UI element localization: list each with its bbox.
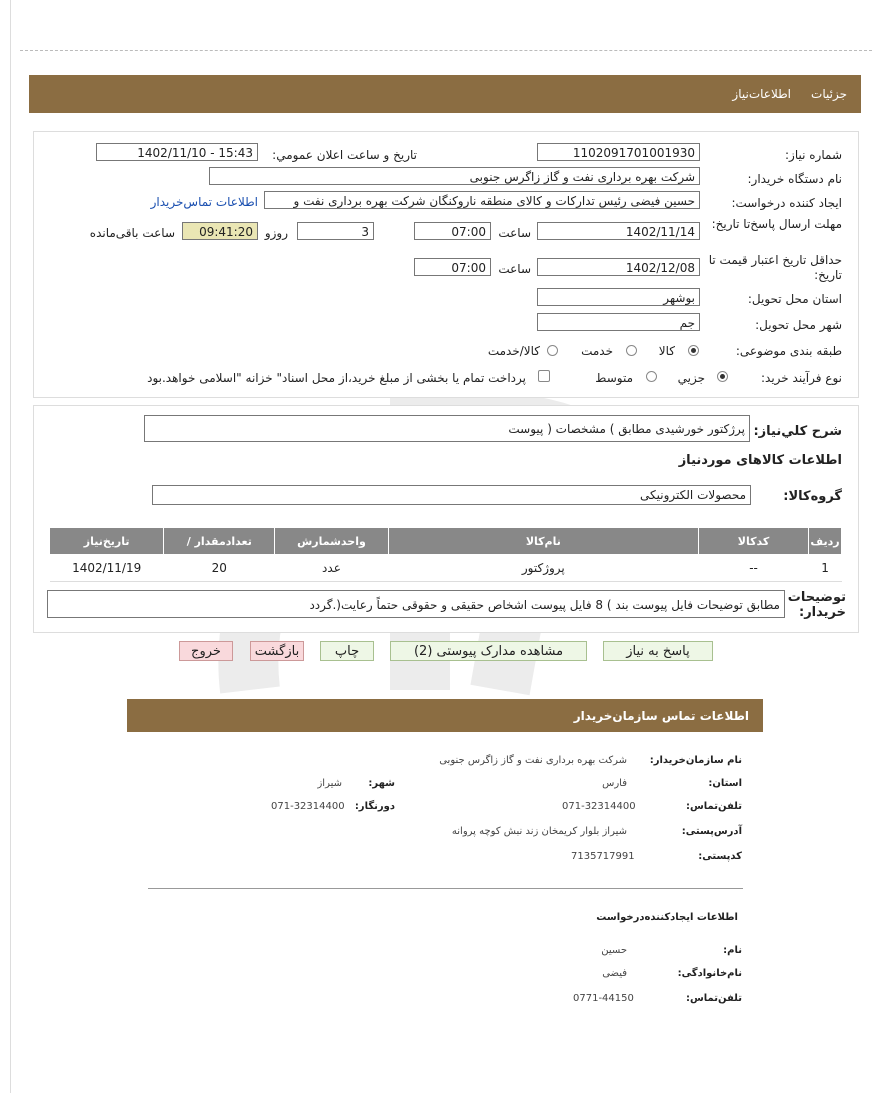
remaining-label: ساعت باقی‌مانده bbox=[89, 226, 175, 240]
goods-group-label: گروه‌کالا: bbox=[783, 489, 842, 504]
details-header-bar bbox=[29, 75, 861, 113]
col-qty-header: تعدادمقدار / bbox=[164, 528, 275, 555]
validity-label: حداقل تاريخ اعتبار قیمت تا تاریخ: bbox=[708, 253, 842, 282]
description-field: پرژکتور خورشیدی مطابق ) مشخصات ( پیوست bbox=[144, 415, 750, 442]
cell-date: 1402/11/19 bbox=[50, 555, 164, 582]
col-row-header: رديف bbox=[809, 528, 842, 555]
contact-address-value: شیراز بلوار کریمخان زند نبش کوچه پروانه bbox=[451, 826, 627, 837]
radio-goods-service[interactable] bbox=[547, 345, 558, 356]
goods-table bbox=[49, 527, 842, 582]
cell-name: پروژکتور bbox=[388, 555, 698, 582]
radio-goods-label: کالا bbox=[658, 344, 675, 358]
buyer-notes-label: توضيحات خريدار: bbox=[787, 590, 846, 620]
city-label: شهر محل تحويل: bbox=[755, 318, 842, 332]
days-label: روزو bbox=[264, 226, 288, 240]
col-unit-header: واحدشمارش bbox=[275, 528, 388, 555]
top-divider bbox=[20, 50, 872, 51]
radio-goods-service-label: کالا/خدمت bbox=[487, 344, 540, 358]
payment-note: پرداخت تمام یا بخشی از مبلغ خرید،از محل اسناد" خزانه "اسلامی خواهد.بود bbox=[147, 371, 526, 385]
creator-phone-value: 0771-44150 bbox=[573, 993, 634, 1004]
contact-fax-label: دورنگار: bbox=[354, 801, 395, 812]
creator-phone-label: تلفن‌تماس: bbox=[685, 993, 742, 1004]
col-code-header: كدكالا bbox=[699, 528, 809, 555]
print-button[interactable]: چاپ bbox=[320, 641, 374, 661]
goods-group-field: محصولات الکترونیکی bbox=[152, 485, 751, 505]
col-name-header: نام‌كالا bbox=[388, 528, 698, 555]
contact-phone-label: تلفن‌تماس: bbox=[685, 801, 742, 812]
col-date-header: تاريخ‌نياز bbox=[50, 528, 164, 555]
validity-time-label: ساعت bbox=[498, 262, 531, 276]
contact-header-bar bbox=[127, 699, 763, 732]
org-value: شرکت بهره برداری نفت و گاز زاگرس جنوبی bbox=[439, 755, 627, 766]
exit-button[interactable]: خروج bbox=[179, 641, 233, 661]
contact-bar-title: اطلاعات تماس سازمان‌خريدار bbox=[573, 709, 749, 723]
goods-table-header bbox=[50, 528, 842, 555]
need-number-label: شماره نیاز: bbox=[785, 148, 842, 162]
creator-name-label: نام: bbox=[723, 945, 742, 956]
deadline-date-field: 1402/11/14 bbox=[537, 222, 700, 240]
deadline-time-field: 07:00 bbox=[414, 222, 491, 240]
contact-postal-value: 7135717991 bbox=[571, 851, 635, 862]
buyer-label: نام دستگاه خريدار: bbox=[747, 172, 842, 186]
back-button[interactable]: بازگشت bbox=[250, 641, 304, 661]
city-field: جم bbox=[537, 313, 700, 331]
buyer-contact-link[interactable]: اطلاعات تماس‌خريدار bbox=[150, 195, 258, 209]
contact-divider bbox=[148, 888, 743, 889]
left-rule bbox=[10, 0, 11, 1093]
contact-province-label: استان: bbox=[708, 778, 742, 789]
buyer-field: شرکت بهره برداری نفت و گاز زاگرس جنوبی bbox=[209, 167, 700, 185]
radio-partial-label: جزيي bbox=[677, 371, 705, 385]
cell-unit: عدد bbox=[275, 555, 388, 582]
contact-city-value: شیراز bbox=[317, 778, 342, 789]
announce-field: 1402/11/10 - 15:43 bbox=[96, 143, 258, 161]
deadline-label: مهلت ارسال پاسخ‌تا تاریخ: bbox=[711, 217, 842, 231]
treasury-checkbox[interactable] bbox=[538, 370, 550, 382]
validity-time-field: 07:00 bbox=[414, 258, 491, 276]
contact-address-label: آدرس‌پستی: bbox=[681, 826, 742, 837]
province-field: بوشهر bbox=[537, 288, 700, 306]
reply-button[interactable]: پاسخ به نياز bbox=[603, 641, 713, 661]
description-label: شرح كلي‌نياز: bbox=[753, 424, 842, 439]
radio-goods[interactable] bbox=[688, 345, 699, 356]
cell-row: 1 bbox=[809, 555, 842, 582]
radio-service-label: خدمت bbox=[581, 344, 613, 358]
radio-service[interactable] bbox=[626, 345, 637, 356]
need-number-field: 1102091701001930 bbox=[537, 143, 700, 161]
creator-label: ايجاد کننده درخواست: bbox=[731, 196, 842, 210]
deadline-time-label: ساعت bbox=[498, 226, 531, 240]
province-label: استان محل تحويل: bbox=[747, 292, 842, 306]
radio-medium-label: متوسط bbox=[595, 371, 633, 385]
attachments-button[interactable]: مشاهده مدارک پیوستی (2) bbox=[390, 641, 587, 661]
buyer-notes-field: مطابق توضیحات فایل پیوست بند ) 8 فایل پیوست اشخاص حقیقی و حقوقی حتماً رعایت(.گردد bbox=[47, 590, 785, 618]
radio-medium[interactable] bbox=[646, 371, 657, 382]
tab-need-info[interactable]: اطلاعات‌نیاز bbox=[732, 87, 791, 101]
creator-name-value: حسین bbox=[601, 945, 627, 956]
cell-qty: 20 bbox=[164, 555, 275, 582]
table-row bbox=[50, 555, 842, 582]
validity-date-field: 1402/12/08 bbox=[537, 258, 700, 276]
creator-family-label: نام‌خانوادگی: bbox=[677, 968, 742, 979]
contact-province-value: فارس bbox=[602, 778, 627, 789]
creator-family-value: فیضی bbox=[602, 968, 627, 979]
contact-city-label: شهر: bbox=[368, 778, 395, 789]
remaining-time-field: 09:41:20 bbox=[182, 222, 258, 240]
radio-partial[interactable] bbox=[717, 371, 728, 382]
org-label: نام سازمان‌خريدار: bbox=[649, 755, 742, 766]
contact-fax-value: 071-32314400 bbox=[271, 801, 345, 812]
category-label: طبقه بندی موضوعی: bbox=[735, 344, 842, 358]
days-field: 3 bbox=[297, 222, 374, 240]
tab-details[interactable]: جزئیات bbox=[811, 87, 847, 101]
creator-field: حسین فیضی رئیس تدارکات و کالای منطقه ناروکنگان شرکت بهره برداری نفت و bbox=[264, 191, 700, 209]
contact-phone-value: 071-32314400 bbox=[562, 801, 636, 812]
creator-info-title: اطلاعات ایجادکننده‌درخواست bbox=[596, 912, 738, 923]
cell-code: -- bbox=[699, 555, 809, 582]
announce-label: تاریخ و ساعت اعلان عمومي: bbox=[272, 148, 417, 162]
goods-title: اطلاعات کالاهای موردنیاز bbox=[678, 453, 842, 468]
process-label: نوع فرآيند خريد: bbox=[761, 371, 842, 385]
contact-postal-label: کدپستی: bbox=[698, 851, 742, 862]
